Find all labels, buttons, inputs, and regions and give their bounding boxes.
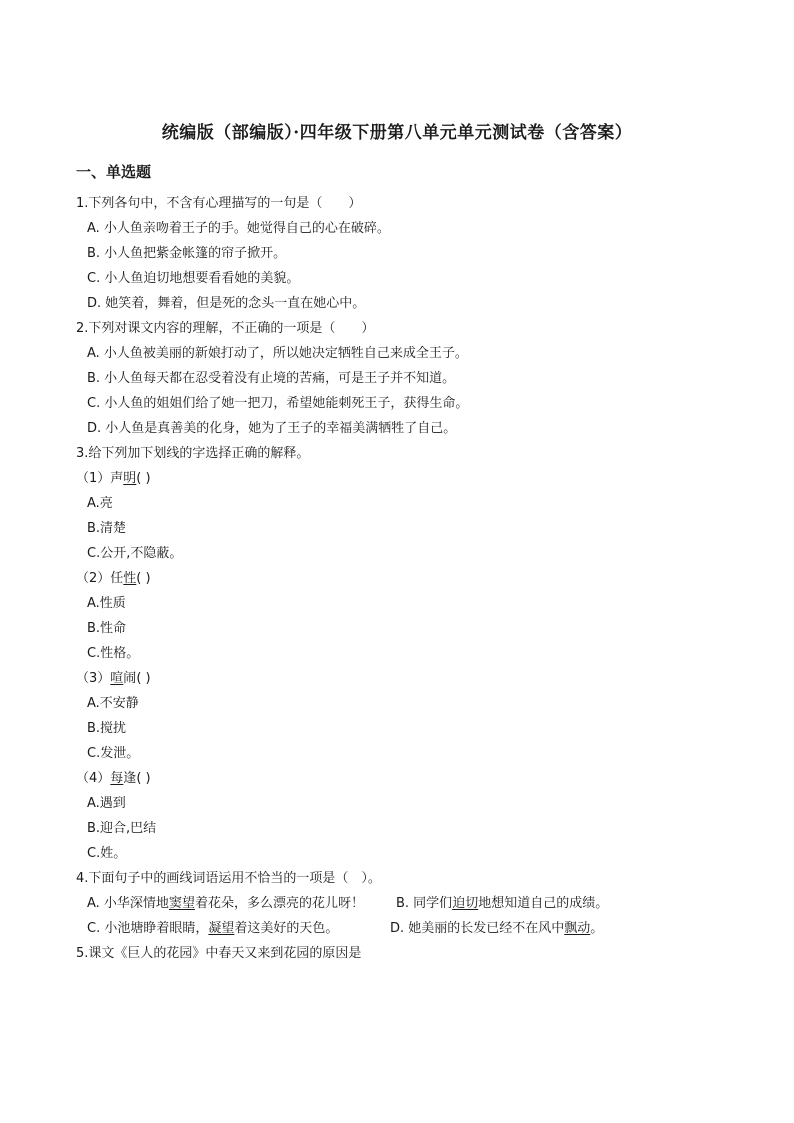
underlined-word: 凝望 [208,921,235,936]
question-2-stem: 2.下列对课文内容的理解，不正确的一项是（ ） [76,321,375,336]
question-1-option-c[interactable]: C. 小人鱼迫切地想要看看她的美貌。 [87,271,300,286]
page-title: 统编版（部编版）·四年级下册第八单元单元测试卷（含答案） [161,123,633,143]
question-1-option-b[interactable]: B. 小人鱼把紫金帐篷的帘子掀开。 [87,246,287,261]
underlined-word: 飘动 [564,921,591,936]
question-3-sub-3: （3）喧闹( ) [76,671,151,686]
question-3-sub-1: （1）声明( ) [76,471,151,486]
question-2-option-c[interactable]: C. 小人鱼的姐姐们给了她一把刀，希望她能刺死王子，获得生命。 [87,396,469,411]
question-3-sub-3-option-b[interactable]: B.搅扰 [87,721,127,736]
question-4-option-b[interactable]: B. 同学们迫切地想知道自己的成绩。 [396,896,609,911]
question-3-sub-3-option-c[interactable]: C.发泄。 [87,746,140,761]
question-4-option-c[interactable]: C. 小池塘睁着眼睛，凝望着这美好的天色。 [87,921,339,936]
question-1-option-a[interactable]: A. 小人鱼亲吻着王子的手。她觉得自己的心在破碎。 [87,221,390,236]
question-4-stem: 4.下面句子中的画线词语运用不恰当的一项是（ ）。 [76,871,381,886]
question-1-option-d[interactable]: D. 她笑着，舞着，但是死的念头一直在她心中。 [87,296,366,311]
question-3-sub-3-option-a[interactable]: A.不安静 [87,696,139,711]
question-3-sub-4-option-c[interactable]: C.姓。 [87,846,127,861]
underlined-char: 性 [123,571,137,586]
question-3-sub-4: （4）每逢( ) [76,771,151,786]
underlined-word: 窦望 [168,896,195,911]
section-heading: 一、单选题 [76,163,152,181]
question-3-sub-2-option-c[interactable]: C.性格。 [87,646,140,661]
question-3-sub-2: （2）任性( ) [76,571,151,586]
underlined-word: 迫切 [452,896,479,911]
question-2-option-d[interactable]: D. 小人鱼是真善美的化身，她为了王子的幸福美满牺牲了自己。 [87,421,457,436]
question-2-option-a[interactable]: A. 小人鱼被美丽的新娘打动了，所以她决定牺牲自己来成全王子。 [87,346,468,361]
question-3-sub-4-option-a[interactable]: A.遇到 [87,796,126,811]
question-1-stem: 1.下列各句中，不含有心理描写的一句是（ ） [76,196,362,211]
question-4-option-d[interactable]: D. 她美丽的长发已经不在风中飘动。 [390,921,604,936]
question-3-stem: 3.给下列加下划线的字选择正确的解释。 [76,446,310,461]
question-3-sub-1-option-a[interactable]: A.亮 [87,496,113,511]
question-3-sub-2-option-a[interactable]: A.性质 [87,596,126,611]
question-3-sub-1-option-c[interactable]: C.公开,不隐蔽。 [87,546,183,561]
question-3-sub-1-option-b[interactable]: B.清楚 [87,521,127,536]
question-4-option-a[interactable]: A. 小华深情地窦望着花朵，多么漂亮的花儿呀！ [87,896,364,911]
underlined-char: 明 [123,471,137,486]
question-3-sub-2-option-b[interactable]: B.性命 [87,621,127,636]
underlined-char: 喧 [110,671,124,686]
question-2-option-b[interactable]: B. 小人鱼每天都在忍受着没有止境的苦痛，可是王子并不知道。 [87,371,456,386]
question-3-sub-4-option-b[interactable]: B.迎合,巴结 [87,821,157,836]
underlined-char: 每 [110,771,124,786]
question-5-stem: 5.课文《巨人的花园》中春天又来到花园的原因是 [76,946,362,961]
